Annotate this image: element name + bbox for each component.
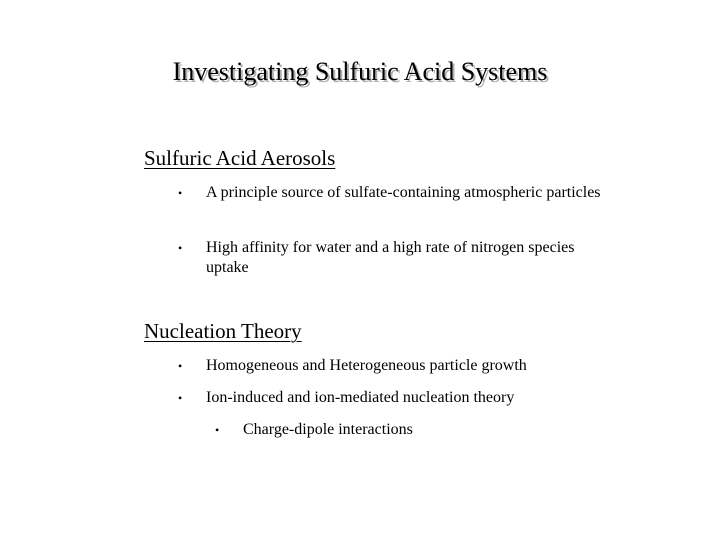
sub-bullet-text: Charge-dipole interactions	[243, 421, 413, 438]
bullet-icon: •	[178, 391, 183, 405]
list-item	[178, 238, 598, 278]
list-item	[178, 388, 638, 408]
slide-title: Investigating Sulfuric Acid Systems	[172, 57, 548, 86]
section-heading-nucleation: Nucleation Theory	[144, 319, 302, 343]
section-heading-aerosols: Sulfuric Acid Aerosols	[144, 146, 336, 170]
bullet-icon: •	[178, 186, 183, 200]
bullet-icon: •	[215, 423, 220, 437]
bullet-text: Ion-induced and ion-mediated nucleation theory	[206, 389, 515, 406]
list-item	[178, 183, 618, 203]
bullet-icon: •	[178, 359, 183, 373]
bullet-text: Homogeneous and Heterogeneous particle growth	[206, 357, 527, 374]
bullet-text: High affinity for water and a high rate of nitrogen species uptake	[206, 239, 575, 276]
bullet-icon: •	[178, 241, 183, 255]
list-item	[178, 356, 638, 376]
bullet-text: A principle source of sulfate-containing atmospheric particles	[206, 184, 601, 201]
sub-list-item	[215, 420, 615, 440]
